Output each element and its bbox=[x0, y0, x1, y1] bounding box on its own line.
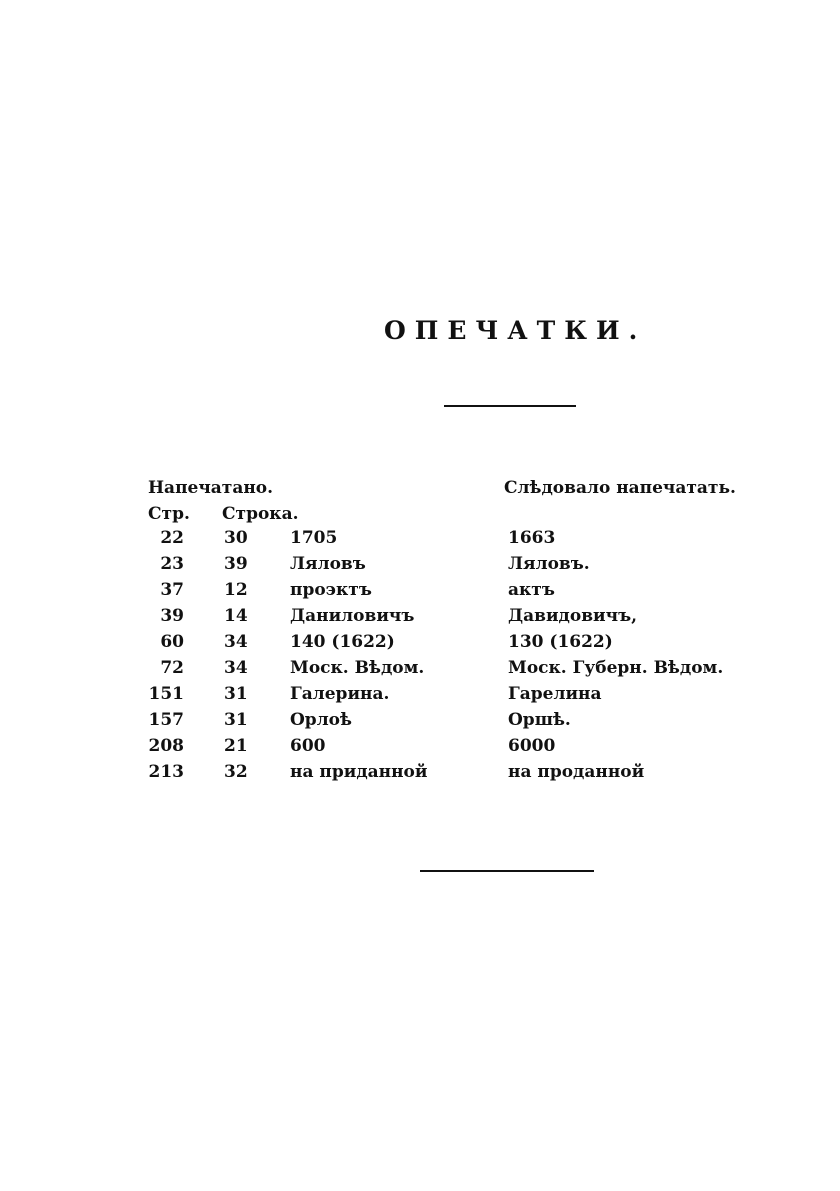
cell-printed: Даниловичъ bbox=[290, 606, 415, 626]
header-should-be: Слѣдовало напечатать. bbox=[504, 478, 736, 498]
cell-line: 39 bbox=[224, 554, 248, 574]
cell-correct: Моск. Губерн. Вѣдом. bbox=[508, 658, 724, 678]
cell-printed: 140 (1622) bbox=[290, 632, 395, 652]
header-page: Стр. bbox=[148, 504, 190, 524]
cell-page: 37 bbox=[160, 580, 184, 600]
cell-line: 21 bbox=[224, 736, 248, 756]
cell-printed: Ляловъ bbox=[290, 554, 366, 574]
cell-printed: 600 bbox=[290, 736, 326, 756]
cell-line: 32 bbox=[224, 762, 248, 782]
errata-row bbox=[140, 528, 780, 554]
cell-printed: Галерина. bbox=[290, 684, 390, 704]
errata-row bbox=[140, 684, 780, 710]
page-title: ОПЕЧАТКИ. bbox=[384, 316, 647, 345]
cell-printed: на приданной bbox=[290, 762, 428, 782]
errata-row bbox=[140, 710, 780, 736]
cell-page: 72 bbox=[160, 658, 184, 678]
cell-line: 12 bbox=[224, 580, 248, 600]
cell-printed: Орлоѣ bbox=[290, 710, 352, 730]
cell-page: 23 bbox=[160, 554, 184, 574]
cell-correct: Гарелина bbox=[508, 684, 602, 704]
cell-line: 14 bbox=[224, 606, 248, 626]
cell-correct: 1663 bbox=[508, 528, 556, 548]
errata-row bbox=[140, 658, 780, 684]
cell-correct: 130 (1622) bbox=[508, 632, 613, 652]
cell-correct: Оршѣ. bbox=[508, 710, 571, 730]
errata-row bbox=[140, 632, 780, 658]
cell-printed: Моск. Вѣдом. bbox=[290, 658, 425, 678]
cell-page: 208 bbox=[148, 736, 184, 756]
bottom-rule bbox=[420, 870, 594, 872]
cell-line: 31 bbox=[224, 684, 248, 704]
cell-printed: проэктъ bbox=[290, 580, 372, 600]
cell-line: 34 bbox=[224, 658, 248, 678]
cell-page: 157 bbox=[148, 710, 184, 730]
header-printed: Напечатано. bbox=[148, 478, 274, 498]
cell-page: 39 bbox=[160, 606, 184, 626]
errata-row bbox=[140, 762, 780, 788]
cell-page: 60 bbox=[160, 632, 184, 652]
header-line: Строка. bbox=[222, 504, 299, 524]
errata-row bbox=[140, 554, 780, 580]
cell-correct: актъ bbox=[508, 580, 555, 600]
cell-line: 31 bbox=[224, 710, 248, 730]
cell-page: 151 bbox=[148, 684, 184, 704]
errata-row bbox=[140, 606, 780, 632]
cell-correct: на проданной bbox=[508, 762, 645, 782]
cell-line: 34 bbox=[224, 632, 248, 652]
cell-page: 213 bbox=[148, 762, 184, 782]
cell-correct: 6000 bbox=[508, 736, 556, 756]
cell-correct: Давидовичъ, bbox=[508, 606, 638, 626]
cell-printed: 1705 bbox=[290, 528, 338, 548]
cell-correct: Ляловъ. bbox=[508, 554, 590, 574]
cell-line: 30 bbox=[224, 528, 248, 548]
title-rule bbox=[444, 405, 576, 407]
errata-row bbox=[140, 736, 780, 762]
errata-row bbox=[140, 580, 780, 606]
cell-page: 22 bbox=[160, 528, 184, 548]
